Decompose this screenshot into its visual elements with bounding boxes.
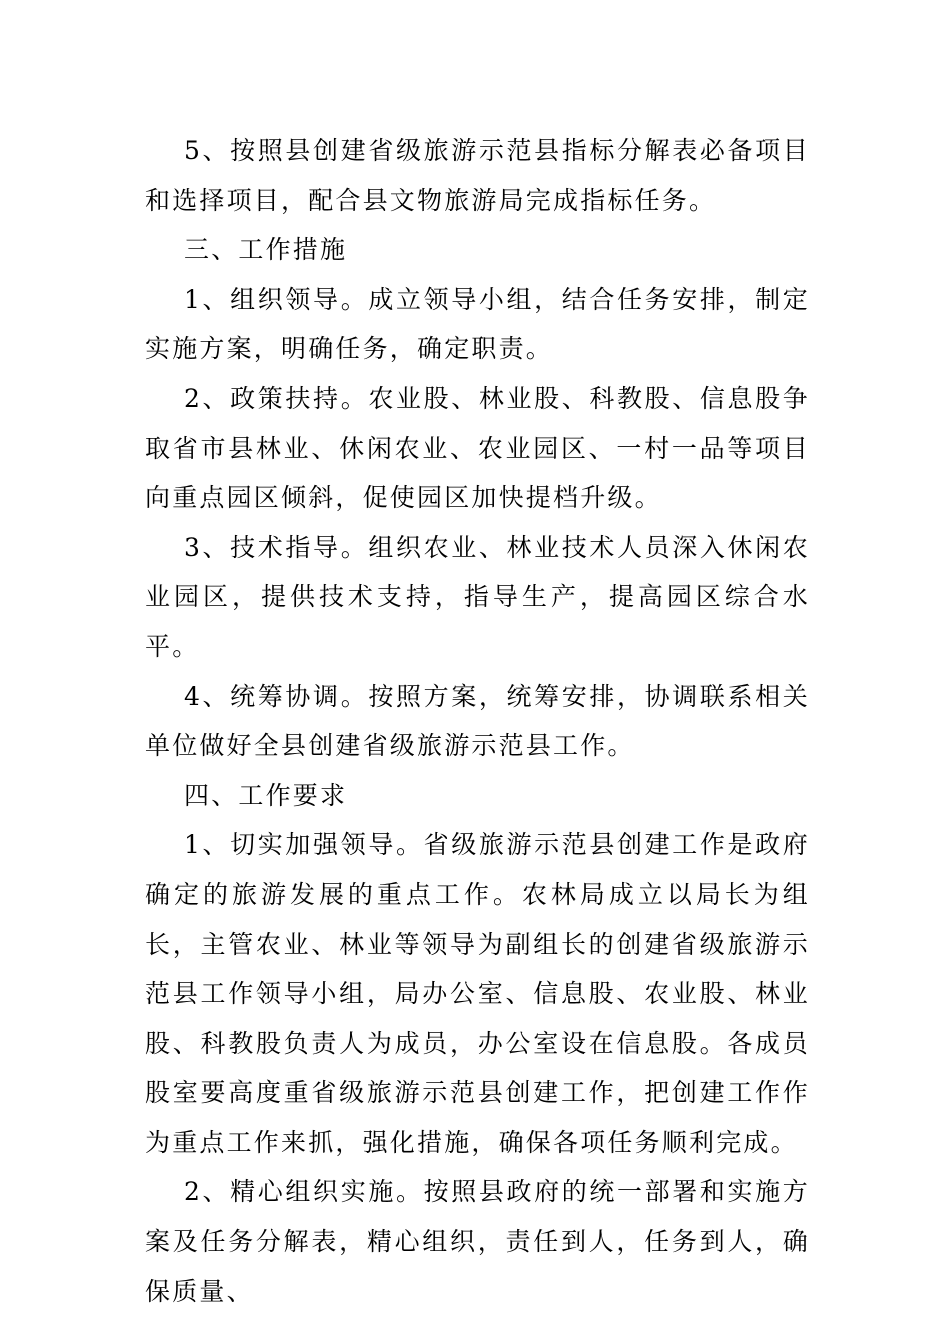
para-measure-2-policy: 2、政策扶持。农业股、林业股、科教股、信息股争取省市县林业、休闲农业、农业园区、一村一品等项目向重点园区倾斜，促使园区加快提档升级。 — [145, 383, 810, 513]
para-requirement-1-leadership: 1、切实加强领导。省级旅游示范县创建工作是政府确定的旅游发展的重点工作。农林局成立以局长为组长，主管农业、林业等领导为副组长的创建省级旅游示范县工作领导小组，局办公室、信息股、农业股、林业股、科教股负责人为成员，办公室设在信息股。各成员股室要高度重省级旅游示范县创建工作，把创建工作作为重点工作来抓，强化措施，确保各项任务顺利完成。 — [145, 830, 810, 1157]
para-measure-3-technical: 3、技术指导。组织农业、林业技术人员深入休闲农业园区，提供技术支持，指导生产，提高园区综合水平。 — [145, 532, 810, 661]
heading-work-measures: 三、工作措施 — [184, 235, 348, 265]
para-measure-1-leadership: 1、组织领导。成立领导小组，结合任务安排，制定实施方案，明确任务，确定职责。 — [145, 284, 810, 364]
document-body — [145, 126, 810, 1316]
para-requirement-2-implementation: 2、精心组织实施。按照县政府的统一部署和实施方案及任务分解表，精心组织，责任到人，任务到人，确保质量、 — [145, 1177, 810, 1306]
para-measure-4-coordination: 4、统筹协调。按照方案，统筹安排，协调联系相关单位做好全县创建省级旅游示范县工作。 — [145, 681, 810, 761]
para-item-5-indicators: 5、按照县创建省级旅游示范县指标分解表必备项目和选择项目，配合县文物旅游局完成指标任务。 — [145, 136, 810, 215]
heading-work-requirements: 四、工作要求 — [184, 780, 348, 810]
